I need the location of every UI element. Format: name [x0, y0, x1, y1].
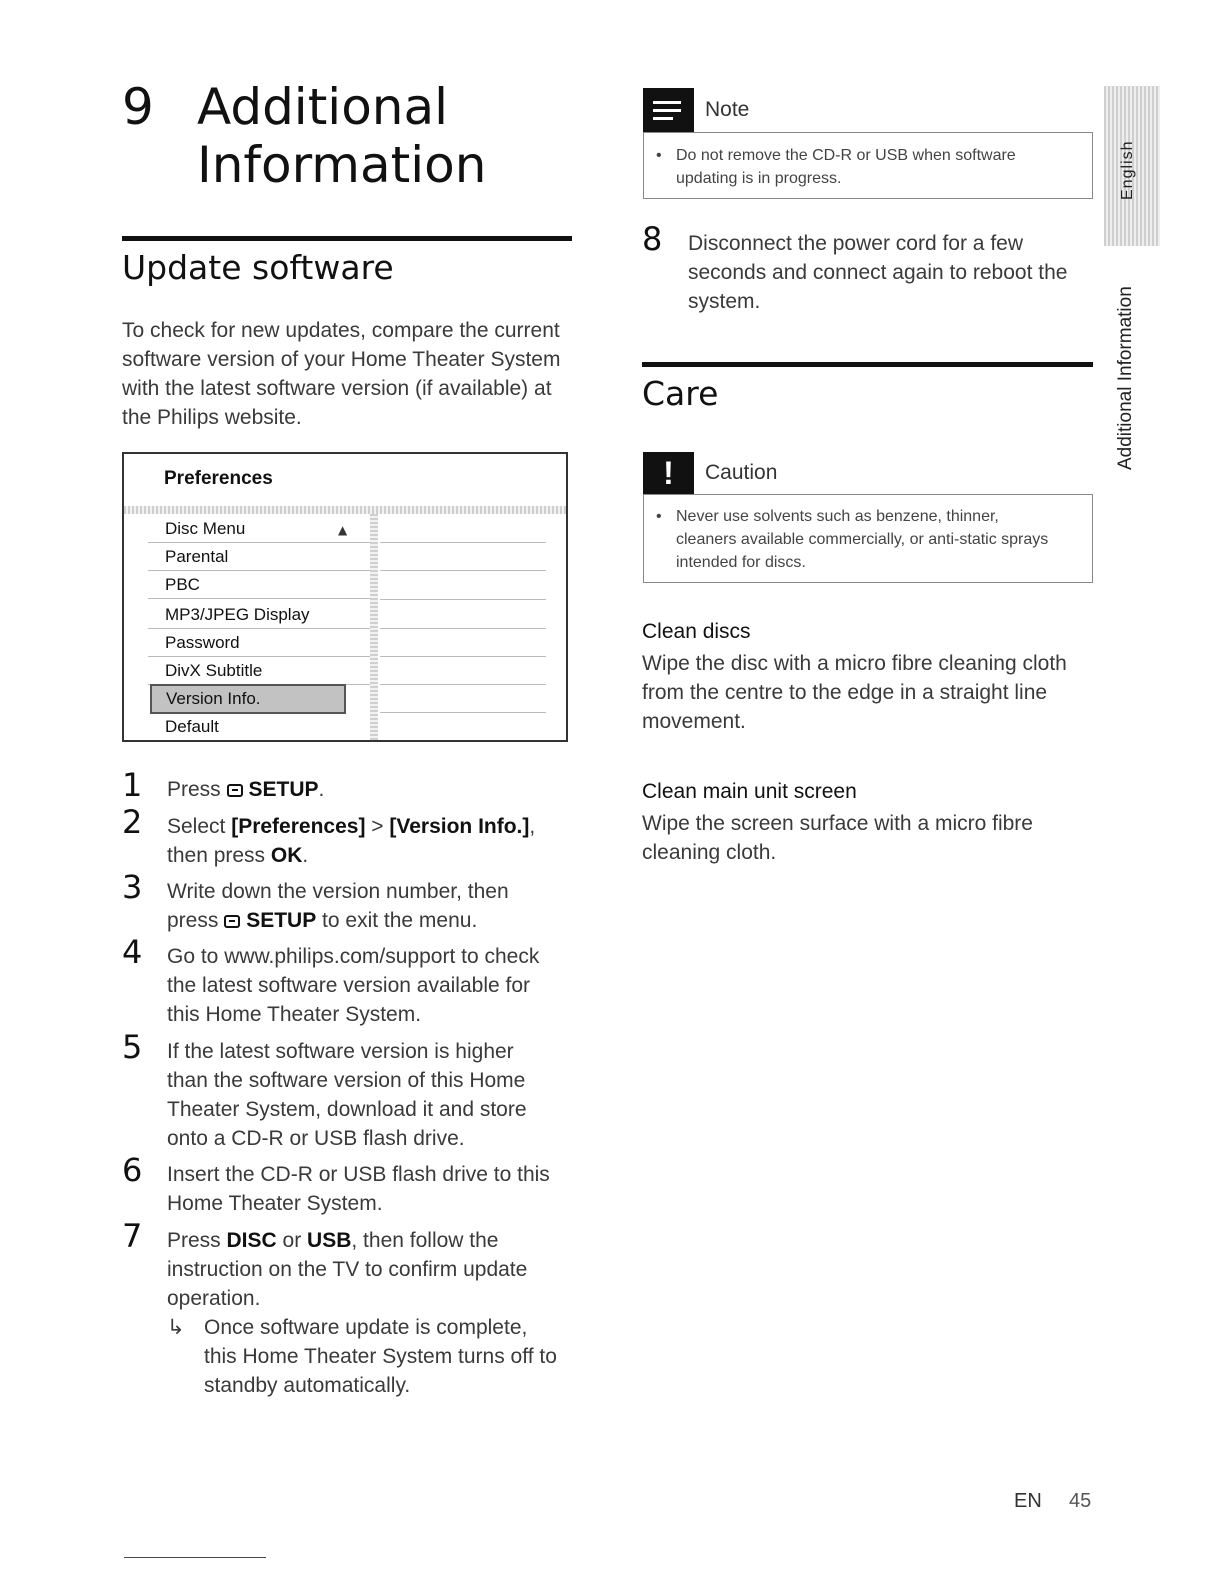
- step-text-part: Select: [167, 815, 232, 838]
- step-line: seconds and connect again to reboot the: [688, 261, 1068, 284]
- step-text-part: press: [167, 909, 225, 932]
- step-number: 7: [122, 1217, 143, 1255]
- step-line: system.: [688, 290, 761, 313]
- step-text-part: then press: [167, 844, 271, 867]
- step-text-part: .: [302, 844, 309, 867]
- step-text-part: , then follow the: [351, 1229, 499, 1252]
- menu-item-divx-subtitle: DivX Subtitle: [148, 657, 370, 685]
- caution-text: [676, 505, 1048, 574]
- menu-header-band: [124, 506, 566, 514]
- menu-column-divider: [370, 514, 378, 740]
- step-text-part: Press: [167, 778, 227, 801]
- step-number: 8: [642, 220, 663, 258]
- menu-item-parental: Parental: [148, 543, 370, 571]
- caution-label: Caution: [705, 461, 778, 484]
- caution-line: intended for discs.: [676, 554, 806, 571]
- update-heading: Update software: [122, 248, 394, 287]
- step-line: operation.: [167, 1287, 261, 1310]
- section-tab-label: Additional Information: [1115, 286, 1136, 470]
- disc-key: DISC: [226, 1229, 277, 1252]
- step-text-part: ,: [529, 815, 536, 838]
- setup-icon: [224, 915, 240, 928]
- clean-discs-line: Wipe the disc with a micro fibre cleaning cloth: [642, 652, 1067, 675]
- note-line: Do not remove the CD-R or USB when software: [676, 147, 1016, 164]
- clean-screen-heading: Clean main unit screen: [642, 780, 857, 803]
- caution-line: Never use solvents such as benzene, thinner,: [676, 508, 999, 525]
- menu-right-divider: [380, 570, 546, 571]
- step-line: Insert the CD-R or USB flash drive to this: [167, 1163, 550, 1186]
- setup-key: SETUP: [248, 778, 319, 801]
- step-3-text: [167, 877, 509, 935]
- step-number: 5: [122, 1028, 143, 1066]
- step-6-text: [167, 1160, 550, 1218]
- note-icon: [643, 88, 694, 132]
- note-line: updating is in progress.: [676, 170, 842, 187]
- caution-bullet: •: [656, 508, 662, 525]
- clean-discs-heading: Clean discs: [642, 620, 751, 643]
- menu-item-default: Default: [165, 717, 219, 736]
- step-line: Theater System, download it and store: [167, 1098, 527, 1121]
- note-lines-icon: [643, 88, 694, 132]
- step-line: this Home Theater System.: [167, 1003, 422, 1026]
- intro-line: the Philips website.: [122, 406, 302, 429]
- setup-key: SETUP: [246, 909, 317, 932]
- usb-key: USB: [307, 1229, 352, 1252]
- caution-line: cleaners available commercially, or anti-static sprays: [676, 531, 1049, 548]
- step-1-text: [167, 775, 324, 804]
- step-4-text: [167, 942, 539, 1029]
- step-line: than the software version of this Home: [167, 1069, 526, 1092]
- step-line: this Home Theater System turns off to: [204, 1345, 557, 1368]
- page-number: 45: [1069, 1490, 1092, 1512]
- step-5-text: [167, 1037, 527, 1153]
- step-number: 2: [122, 803, 143, 841]
- step-line: Disconnect the power cord for a few: [688, 232, 1023, 255]
- menu-right-divider: [380, 656, 546, 657]
- language-tab-label: English: [1119, 140, 1136, 200]
- step-line: standby automatically.: [204, 1374, 411, 1397]
- chapter-title-line2: Information: [197, 136, 487, 194]
- menu-item-version-info-selected: Version Info.: [150, 684, 346, 714]
- menu-right-divider: [380, 684, 546, 685]
- menu-right-divider: [380, 542, 546, 543]
- footer-link-line: [124, 1557, 266, 1558]
- step-2-text: [167, 812, 535, 870]
- version-info-option: [Version Info.]: [389, 815, 530, 838]
- setup-icon: [227, 784, 243, 797]
- ok-key: OK: [270, 844, 303, 867]
- step-line: onto a CD-R or USB flash drive.: [167, 1127, 465, 1150]
- care-heading: Care: [642, 374, 719, 413]
- section-rule-care: [642, 362, 1093, 367]
- clean-discs-line: movement.: [642, 710, 746, 733]
- preferences-option: [Preferences]: [231, 815, 366, 838]
- step-text-part: >: [365, 815, 390, 838]
- step-number: 1: [122, 766, 143, 804]
- intro-line: software version of your Home Theater System: [122, 348, 561, 371]
- step-text-part: or: [276, 1229, 308, 1252]
- update-intro: [122, 316, 577, 432]
- step-line: If the latest software version is higher: [167, 1040, 514, 1063]
- step-line: Write down the version number, then: [167, 880, 509, 903]
- menu-right-divider: [380, 712, 546, 713]
- menu-item-password: Password: [148, 629, 370, 657]
- step-number: 6: [122, 1151, 143, 1189]
- step-number: 4: [122, 933, 143, 971]
- clean-discs-text: [642, 649, 1097, 736]
- chapter-number: 9: [122, 78, 154, 136]
- step-8-text: [688, 229, 1067, 316]
- scroll-up-icon: ▲: [338, 523, 348, 537]
- step-number: 3: [122, 868, 143, 906]
- note-bullet: •: [656, 147, 662, 164]
- note-text: [676, 144, 1016, 190]
- step-line: Home Theater System.: [167, 1192, 383, 1215]
- note-label: Note: [705, 98, 750, 121]
- menu-item-pbc: PBC: [148, 571, 370, 599]
- chapter-title: [197, 78, 486, 194]
- step-7-text: [167, 1226, 527, 1313]
- clean-screen-line: Wipe the screen surface with a micro fibre: [642, 812, 1033, 835]
- result-arrow-icon: ↳: [167, 1316, 185, 1339]
- chapter-title-line1: Additional: [197, 78, 449, 136]
- step-7-result: [204, 1313, 557, 1400]
- menu-title: Preferences: [164, 468, 273, 489]
- footer-language: EN: [1014, 1490, 1042, 1512]
- step-line: the latest software version available for: [167, 974, 531, 997]
- step-line: Go to www.philips.com/support to check: [167, 945, 540, 968]
- menu-item-disc-menu: Disc Menu: [148, 515, 370, 543]
- step-line: instruction on the TV to confirm update: [167, 1258, 528, 1281]
- clean-screen-text: [642, 809, 1097, 867]
- step-text-part: .: [318, 778, 325, 801]
- section-rule-update: [122, 236, 572, 241]
- clean-discs-line: from the centre to the edge in a straight line: [642, 681, 1048, 704]
- step-text-part: Press: [167, 1229, 227, 1252]
- step-text-part: to exit the menu.: [316, 909, 478, 932]
- step-line: Once software update is complete,: [204, 1316, 528, 1339]
- intro-line: with the latest software version (if available) at: [122, 377, 552, 400]
- menu-right-divider: [380, 628, 546, 629]
- clean-screen-line: cleaning cloth.: [642, 841, 777, 864]
- intro-line: To check for new updates, compare the current: [122, 319, 560, 342]
- menu-item-mp3-jpeg-display: MP3/JPEG Display: [148, 601, 370, 629]
- menu-right-divider: [380, 599, 546, 600]
- caution-icon: !: [643, 452, 694, 494]
